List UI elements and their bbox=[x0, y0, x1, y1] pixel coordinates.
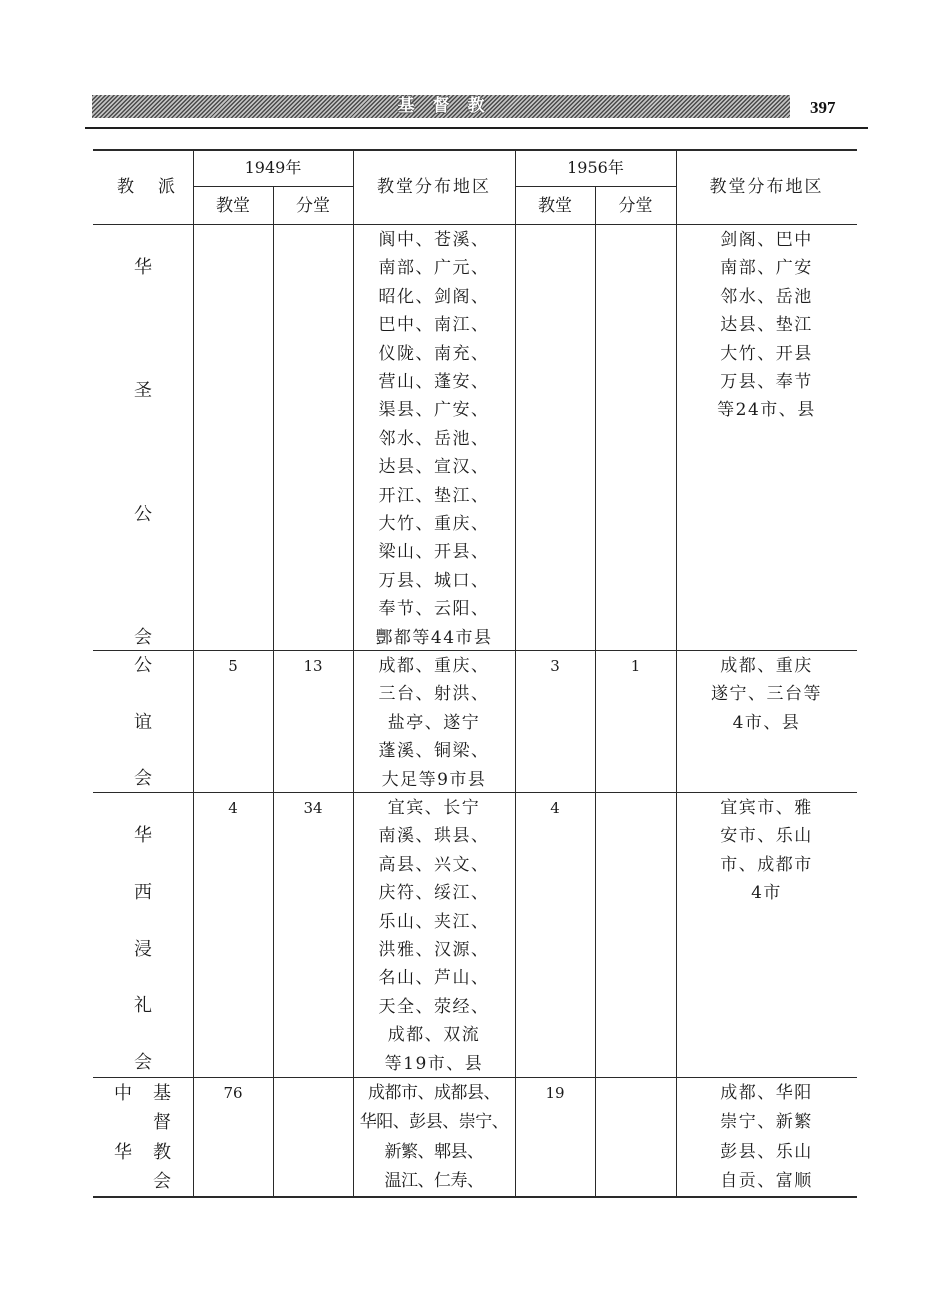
denomination-char: 礼 bbox=[134, 995, 152, 1017]
denomination-char: 会 bbox=[134, 1052, 152, 1073]
running-head-band bbox=[92, 95, 790, 118]
denomination-char: 会 bbox=[153, 1170, 171, 1192]
denomination-char: 督 bbox=[153, 1112, 171, 1134]
areas-1956-cell: 成都、华阳 崇宁、新繁 彭县、乐山 自贡、富顺 bbox=[720, 1083, 813, 1191]
denomination-cell-right bbox=[147, 1079, 177, 1196]
churches-1956-cell: 19 bbox=[545, 1084, 565, 1102]
branches-1949-cell: 34 bbox=[303, 799, 323, 817]
running-head-title: 基督教 bbox=[397, 96, 503, 116]
denomination-char: 基 bbox=[153, 1083, 171, 1104]
denomination-char: 公 bbox=[134, 655, 152, 676]
header-bottom-rule bbox=[93, 224, 857, 225]
churches-1956-cell: 3 bbox=[550, 657, 560, 675]
denomination-char: 华 bbox=[134, 825, 152, 846]
denomination-char: 华 bbox=[114, 1141, 132, 1163]
denomination-char: 西 bbox=[134, 881, 152, 903]
areas-1956-cell: 成都、重庆 遂宁、三台等 4市、县 bbox=[711, 656, 822, 733]
churches-1949-cell: 4 bbox=[228, 799, 238, 817]
denomination-cell-left bbox=[108, 1079, 138, 1167]
denomination-cell bbox=[93, 652, 193, 793]
churches-1956-cell: 4 bbox=[550, 799, 560, 817]
denomination-cell bbox=[93, 822, 193, 1077]
areas-1956-cell: 宜宾市、雅 安市、乐山 市、成都市 4市 bbox=[720, 798, 813, 904]
header-churches-1956: 教堂 bbox=[538, 196, 572, 216]
areas-1949-cell: 成都、重庆、 三台、射洪、 盐亭、遂宁 蓬溪、铜梁、 大足等9市县 bbox=[378, 656, 490, 790]
areas-1956-cell: 剑阁、巴中 南部、广安 邻水、岳池 达县、垫江 大竹、开县 万县、奉节 等24市、县 bbox=[717, 230, 816, 421]
denomination-char: 会 bbox=[134, 626, 152, 648]
denomination-char: 中 bbox=[114, 1083, 132, 1104]
column-rule bbox=[273, 186, 274, 1197]
running-head-rule bbox=[85, 127, 868, 129]
header-churches-1949: 教堂 bbox=[216, 196, 250, 216]
table-bottom-rule bbox=[93, 1196, 857, 1198]
column-rule bbox=[595, 186, 596, 1197]
header-branches-1949: 分堂 bbox=[296, 196, 330, 216]
denomination-cell bbox=[93, 254, 193, 652]
denomination-char: 公 bbox=[134, 503, 152, 525]
branches-1956-cell: 1 bbox=[630, 657, 641, 675]
denomination-char: 华 bbox=[134, 257, 152, 278]
header-areas-1956: 教堂分布地区 bbox=[709, 177, 824, 197]
page-number: 397 bbox=[810, 98, 836, 117]
header-branches-1956: 分堂 bbox=[618, 196, 653, 216]
areas-1949-cell: 成都市、成都县、 华阳、彭县、崇宁、 新繁、郫县、 温江、仁寿、 bbox=[359, 1083, 509, 1191]
table-top-rule bbox=[93, 149, 857, 151]
branches-1949-cell: 13 bbox=[303, 657, 323, 675]
churches-1949-cell: 5 bbox=[228, 657, 238, 675]
areas-1949-cell: 阆中、苍溪、 南部、广元、 昭化、剑阁、 巴中、南江、 仪陇、南充、 营山、蓬安、 渠县、广安、 邻水、岳池、 达县、宣汉、 开江、垫江、 大竹、重庆、 梁山、开县、 万县、城口、 奉节、云阳、 酆都等44市县 bbox=[375, 230, 493, 648]
header-denomination: 教派 bbox=[117, 177, 199, 197]
header-areas-1949: 教堂分布地区 bbox=[377, 177, 491, 197]
denomination-char: 圣 bbox=[134, 380, 152, 402]
areas-1949-cell: 宜宾、长宁 南溪、珙县、 高县、兴文、 庆符、绥江、 乐山、夹江、 洪雅、汉源、 名山、芦山、 天全、荥经、 成都、双流 等19市、县 bbox=[378, 798, 490, 1074]
header-year-1956: 1956年 bbox=[567, 158, 624, 177]
denomination-char: 教 bbox=[153, 1141, 171, 1163]
denomination-char: 会 bbox=[134, 768, 152, 789]
denomination-char: 浸 bbox=[134, 938, 152, 960]
denomination-char: 谊 bbox=[134, 711, 152, 733]
churches-1949-cell: 76 bbox=[223, 1084, 243, 1102]
header-year-1949: 1949年 bbox=[244, 158, 302, 177]
